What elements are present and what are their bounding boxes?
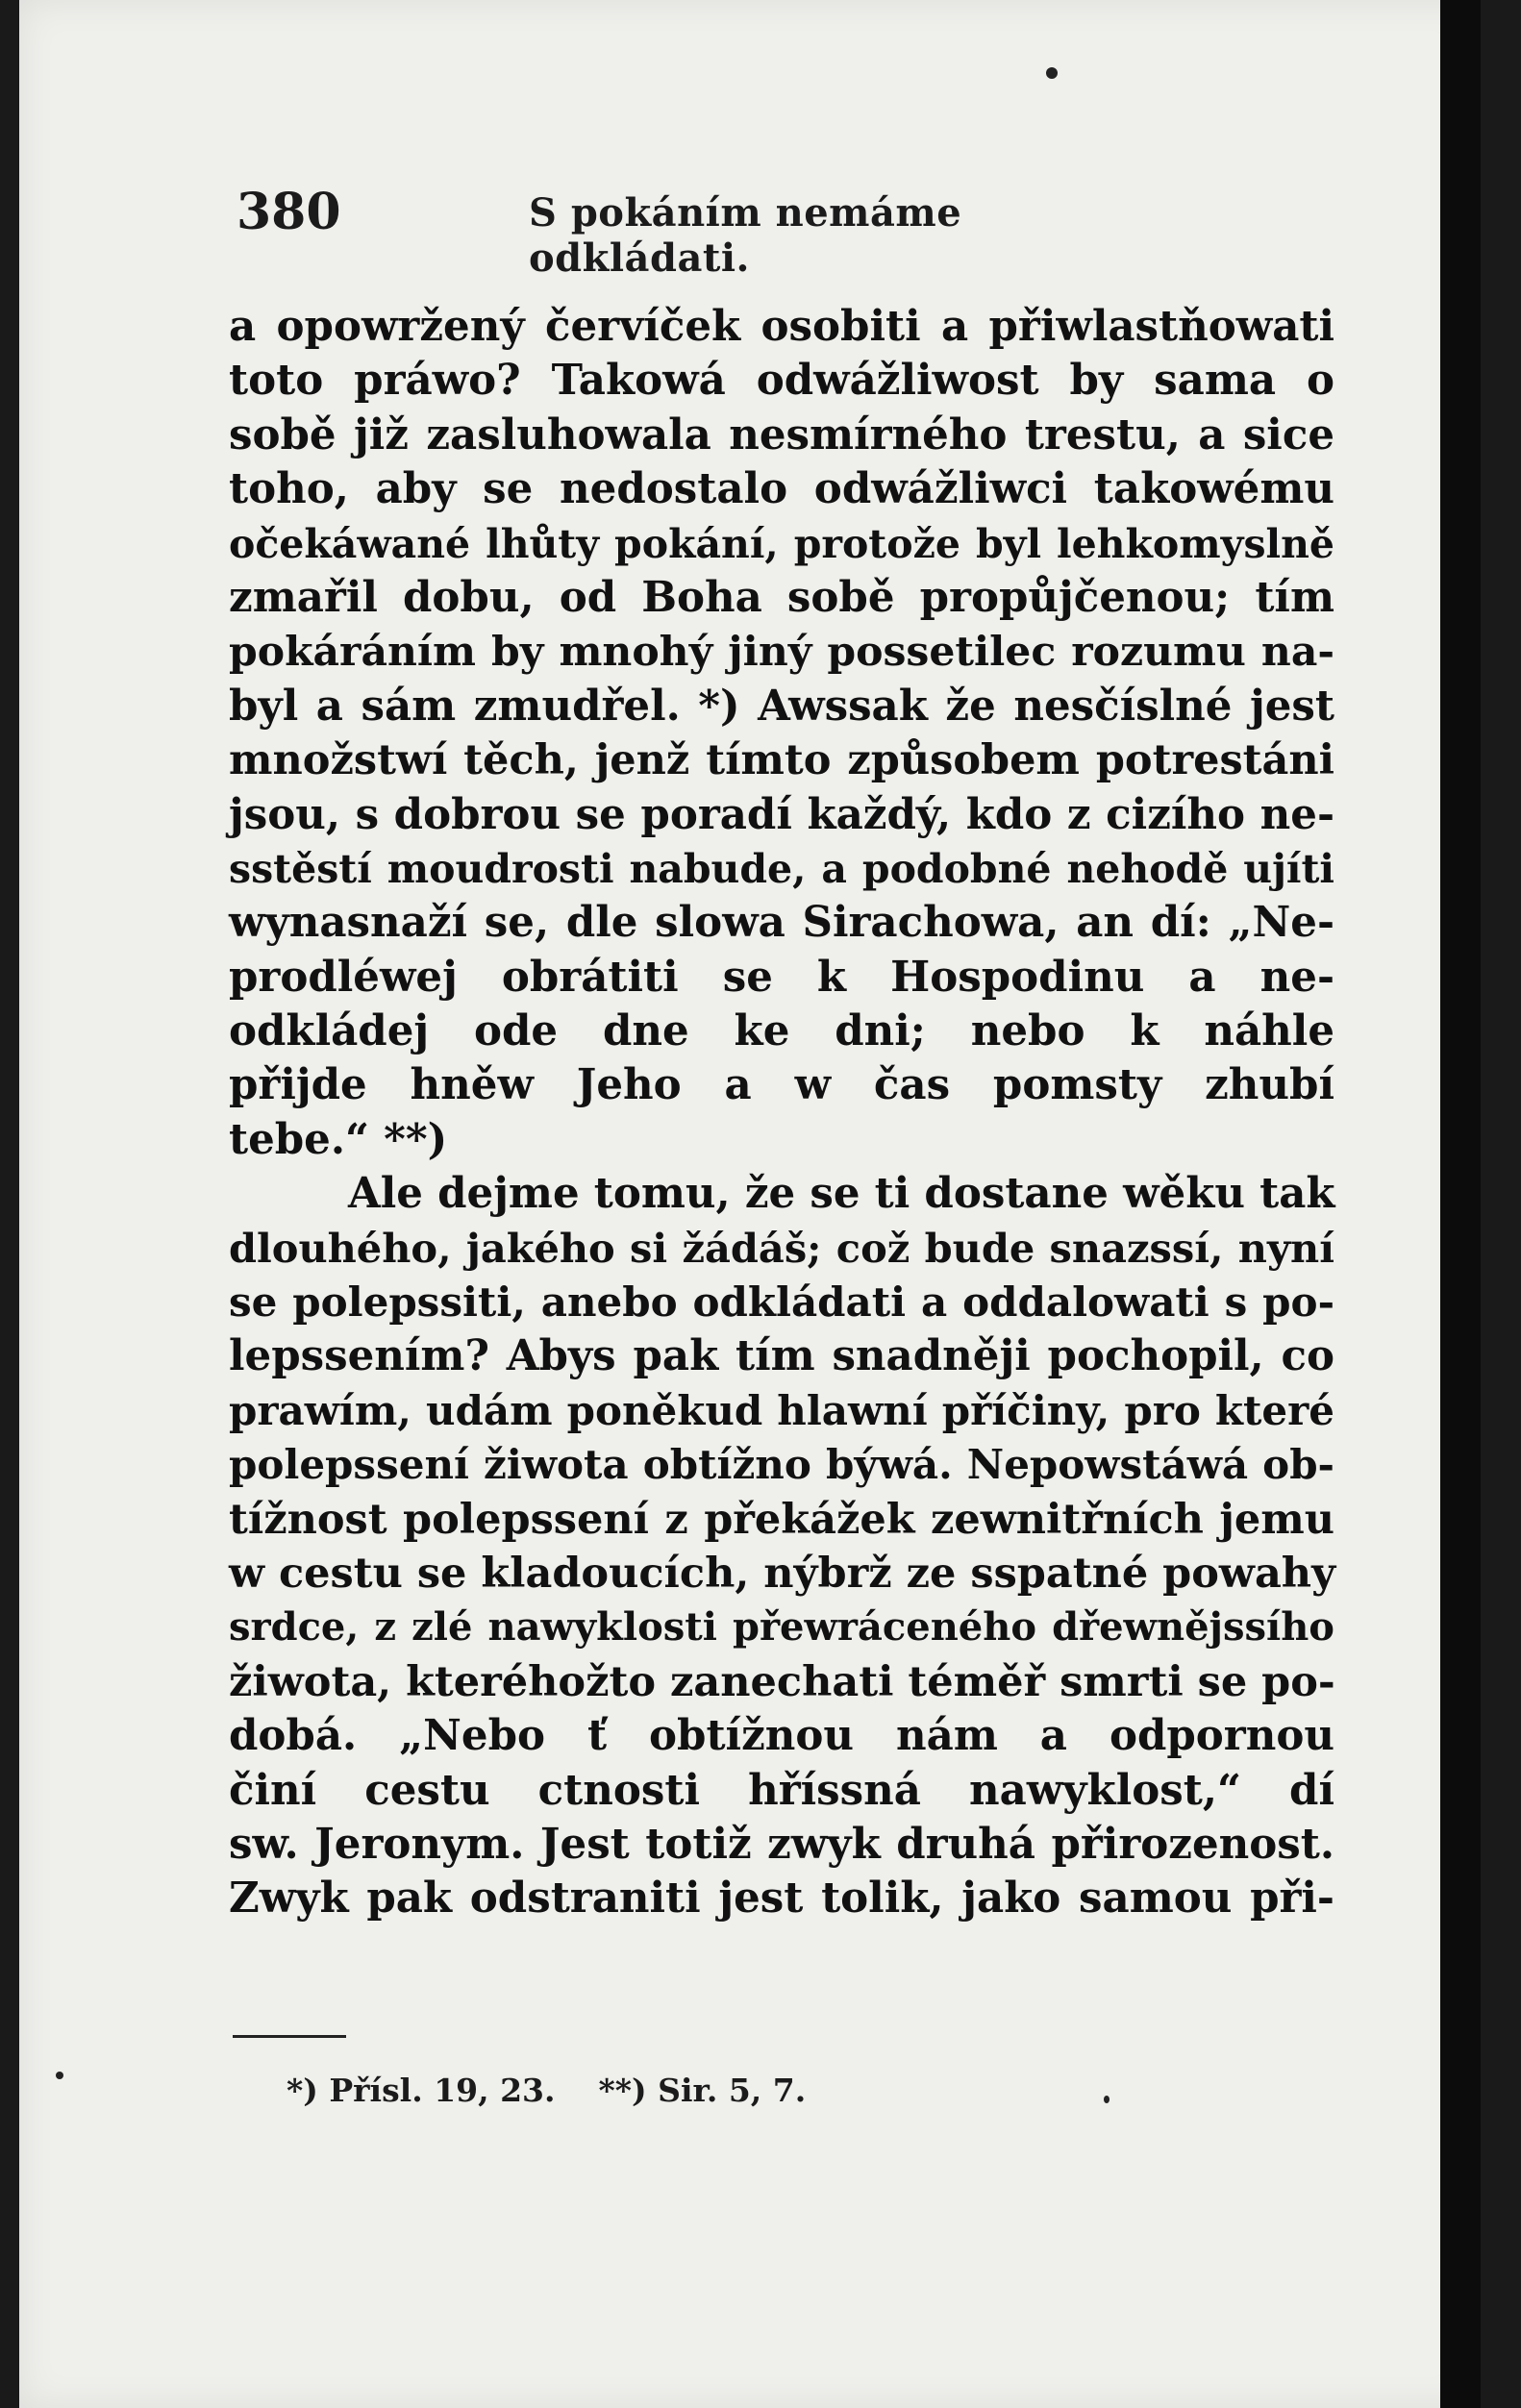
text-line: žiwota, kteréhožto zanechati téměř smrti se po- <box>229 1657 1335 1706</box>
book-page <box>19 0 1481 2408</box>
text-line: sstěstí moudrosti nabude, a podobné nehodě ujíti <box>229 845 1334 892</box>
text-line: prawím, udám poněkud hlawní příčiny, pro které <box>229 1386 1334 1434</box>
text-line: lepssením? Abys pak tím snadněji pochopil, co <box>229 1331 1334 1381</box>
text-line: prodléwej obrátiti se k Hospodinu a ne- <box>229 952 1334 1002</box>
ink-speck <box>1046 67 1058 79</box>
text-line: jsou, s dobrou se poradí každý, kdo z cizího ne- <box>229 789 1334 839</box>
text-line: toho, aby se nedostalo odwážliwci takowému <box>229 464 1334 514</box>
text-line: toto práwo? Takowá odwážliwost by sama o <box>229 356 1334 406</box>
text-line: tížnost polepssení z překážek zewnitřních jemu <box>229 1495 1334 1544</box>
text-line: přijde hněw Jeho a w čas pomsty zhubí <box>229 1060 1334 1110</box>
text-line: dlouhého, jakého si žádáš; což bude snazssí, nyní <box>229 1224 1334 1272</box>
text-line: Zwyk pak odstraniti jest tolik, jako samou při- <box>229 1874 1334 1924</box>
running-head: S pokáním nemáme odkládati. <box>529 190 962 281</box>
text-line: srdce, z zlé nawyklosti přewráceného dřewnějssího <box>229 1604 1334 1651</box>
text-line: množstwí těch, jenž tímto způsobem potrestáni <box>229 736 1334 785</box>
text-line: w cestu se kladoucích, nýbrž ze sspatné powahy <box>229 1549 1336 1598</box>
footnote-rule <box>233 2035 346 2038</box>
text-line: sobě již zasluhowala nesmírného trestu, a sice <box>229 410 1334 459</box>
ink-speck <box>1104 2096 1110 2103</box>
footnote-1: *) Přísl. 19, 23. <box>287 2072 556 2109</box>
text-line: a opowržený červíček osobiti a přiwlastňowati <box>229 302 1334 351</box>
text-line: zmařil dobu, od Boha sobě propůjčenou; tím <box>229 572 1334 622</box>
text-line: wynasnaží se, dle slowa Sirachowa, an dí: „Ne- <box>229 898 1334 948</box>
ink-speck <box>56 2072 63 2079</box>
page-dark-edge <box>1440 0 1481 2408</box>
text-line: očekáwané lhůty pokání, protože byl lehkomyslně <box>229 520 1334 567</box>
footnote-2: **) Sir. 5, 7. <box>598 2072 807 2109</box>
text-line: dobá. „Nebo ť obtížnou nám a odpornou <box>229 1711 1334 1761</box>
page-header <box>212 183 1077 281</box>
text-line: sw. Jeronym. Jest totiž zwyk druhá přirozenost. <box>229 1819 1334 1869</box>
text-line: odkládej ode dne ke dni; nebo k náhle <box>229 1006 1334 1056</box>
text-line: byl a sám zmudřel. *) Awssak že nesčíslné jest <box>229 681 1334 731</box>
page-number: 380 <box>237 183 341 241</box>
text-line: pokáráním by mnohý jiný possetilec rozumu na- <box>229 628 1334 677</box>
footnotes <box>287 2072 806 2109</box>
text-line: se polepssiti, anebo odkládati a oddalowati s po- <box>229 1278 1334 1327</box>
text-line: činí cestu ctnosti hříssná nawyklost,“ dí <box>229 1765 1334 1815</box>
text-line: tebe.“ **) <box>229 1114 448 1164</box>
body-text <box>229 300 1334 1926</box>
text-line: polepssení žiwota obtížno býwá. Nepowstáwá ob- <box>229 1441 1334 1489</box>
paragraph-start-line: Ale dejme tomu, že se ti dostane wěku tak <box>348 1169 1335 1219</box>
